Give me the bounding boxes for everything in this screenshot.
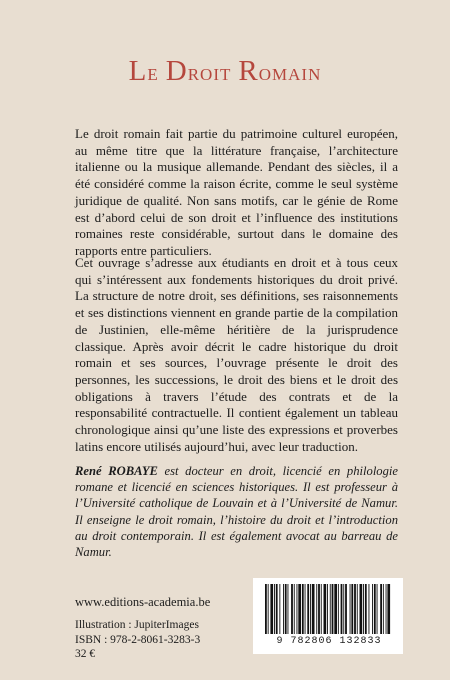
- author-bio: [75, 463, 398, 560]
- barcode-bar: [324, 584, 327, 634]
- barcode-bar: [270, 584, 273, 634]
- barcode-bar: [341, 584, 343, 634]
- barcode-bar: [383, 584, 384, 634]
- title-initial-2: D: [165, 55, 188, 87]
- barcode: [253, 578, 403, 654]
- price: 32 €: [75, 648, 96, 660]
- title-part-3: omain: [258, 60, 322, 86]
- barcode-bar: [310, 584, 311, 634]
- barcode-bar: [305, 584, 306, 634]
- description-paragraph-2: Cet ouvrage s’adresse aux étudiants en droit et à tous ceux qui s’intéressent aux fondements historiques du droit privé. La structure de notre droit, ses définitions, ses raisonnements et ses distinctions viennent en grande partie de la compilation de Justinien, elle-même héritière de la jurisprudence classique. Après avoir décrit le cadre historique du droit romain et ses sources, l’ouvrage présente le droit des personnes, les successions, le droit des biens et le droit des obligations à travers l’étude des contrats et de la responsabilité contractuelle. Il contient également un tableau chronologique ainsi qu’une liste des expressions et proverbes latins encore utilisés aujourd’hui, avec leur traduction.: [75, 255, 398, 454]
- barcode-bar: [288, 584, 289, 634]
- barcode-bar: [343, 584, 344, 634]
- barcode-bar: [387, 584, 390, 634]
- barcode-bar: [365, 584, 367, 634]
- barcode-bar: [302, 584, 304, 634]
- barcode-bar: [307, 584, 309, 634]
- title-part-2: roit: [187, 60, 239, 86]
- barcode-bar: [294, 584, 295, 634]
- barcode-bar: [276, 584, 278, 634]
- barcode-bar: [330, 584, 331, 634]
- isbn: ISBN : 978-2-8061-3283-3: [75, 633, 201, 646]
- description-paragraph-1: Le droit romain fait partie du patrimoine culturel européen, au même titre que la littérature française, l’architecture italienne ou la musique allemande. Pendant des siècles, il a été considéré comme la raison écrite, comme le seul système juridique de qualité. Non sans motifs, car le génie de Rome est d’abord celui de son droit et l’influence des institutions romaines reste considérable, surtout dans le domaine des rapports entre particuliers.: [75, 126, 398, 258]
- barcode-bar: [386, 584, 387, 634]
- barcode-number: 9 782806 132833: [276, 636, 382, 647]
- author-bio-text: est docteur en droit, licencié en philologie romane et licencié en sciences historiques. Il est professeur à l’Université catholique de Louvain et à l’Université de Namur. Il enseigne le droit romain, l’histoire du droit et l’introduction au droit contemporain. Il est également avocat au barreau de Namur.: [75, 464, 398, 560]
- barcode-bar: [377, 584, 378, 634]
- barcode-bar: [298, 584, 301, 634]
- barcode-bar: [318, 584, 320, 634]
- author-name: René ROBAYE: [75, 464, 158, 478]
- barcode-bar: [372, 584, 373, 634]
- barcode-bar: [283, 584, 284, 634]
- barcode-bar: [285, 584, 287, 634]
- barcode-bar: [338, 584, 339, 634]
- barcode-bar: [332, 584, 334, 634]
- barcode-bar: [360, 584, 363, 634]
- book-title: [0, 55, 450, 88]
- barcode-bar: [354, 584, 356, 634]
- barcode-bar: [321, 584, 322, 634]
- barcode-bar: [274, 584, 275, 634]
- title-initial-3: R: [238, 55, 259, 87]
- barcode-bar: [312, 584, 315, 634]
- barcode-bar: [350, 584, 351, 634]
- barcode-bar: [351, 584, 353, 634]
- barcode-bar: [334, 584, 337, 634]
- illustration-credit: Illustration : JupiterImages: [75, 619, 199, 631]
- barcode-bar: [363, 584, 364, 634]
- barcode-bar: [265, 584, 267, 634]
- barcode-bar: [374, 584, 376, 634]
- publisher-info: [75, 595, 210, 662]
- barcode-bar: [279, 584, 280, 634]
- barcode-bar: [357, 584, 358, 634]
- publisher-website: www.editions-academia.be: [75, 595, 211, 609]
- barcode-bars: [265, 584, 391, 636]
- barcode-bar: [268, 584, 269, 634]
- barcode-bar: [345, 584, 347, 634]
- barcode-bar: [327, 584, 328, 634]
- barcode-bar: [297, 584, 298, 634]
- barcode-bar: [316, 584, 317, 634]
- barcode-bar: [369, 584, 370, 634]
- title-initial-1: L: [128, 55, 148, 87]
- barcode-bar: [291, 584, 293, 634]
- barcode-bar: [380, 584, 382, 634]
- title-part-1: e: [147, 60, 166, 86]
